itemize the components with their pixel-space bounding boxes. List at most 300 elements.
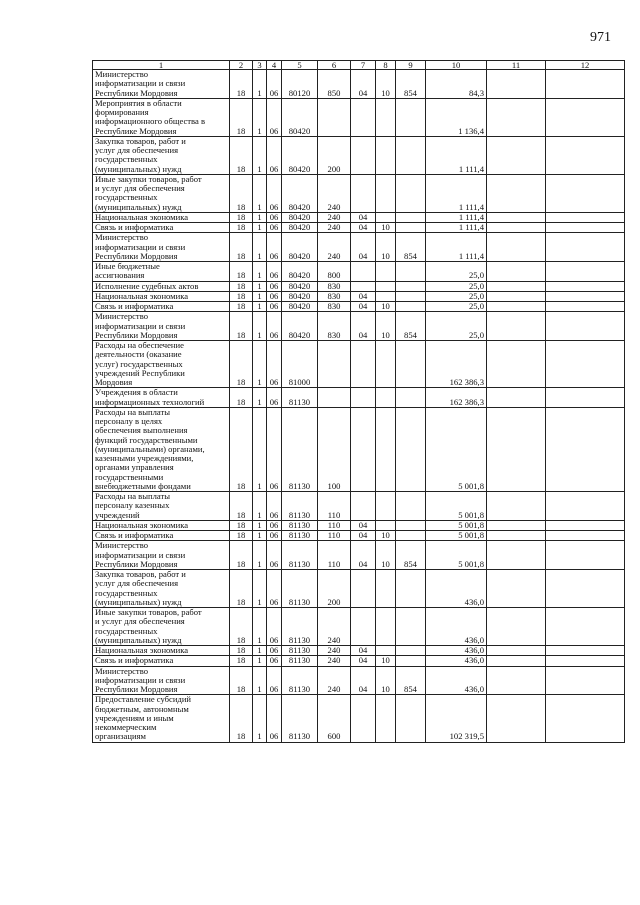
table-cell: 18 bbox=[230, 233, 253, 262]
table-cell bbox=[546, 541, 625, 570]
table-cell: 06 bbox=[267, 212, 282, 222]
table-cell: 80420 bbox=[282, 291, 318, 301]
table-cell: 436,0 bbox=[426, 646, 487, 656]
table-cell: 18 bbox=[230, 70, 253, 99]
table-cell bbox=[487, 70, 546, 99]
table-cell: 18 bbox=[230, 666, 253, 695]
table-cell: 1 111,4 bbox=[426, 136, 487, 174]
table-cell: 81130 bbox=[282, 407, 318, 491]
row-name-cell: Национальная экономика bbox=[93, 646, 230, 656]
column-header: 6 bbox=[318, 61, 351, 70]
table-cell: 04 bbox=[351, 541, 376, 570]
table-cell bbox=[396, 341, 426, 388]
table-cell: 1 bbox=[253, 666, 267, 695]
row-name-cell: Исполнение судебных актов bbox=[93, 281, 230, 291]
table-cell: 1 bbox=[253, 302, 267, 312]
table-cell bbox=[351, 407, 376, 491]
table-cell bbox=[376, 262, 396, 282]
table-cell: 240 bbox=[318, 666, 351, 695]
table-cell bbox=[351, 695, 376, 742]
table-cell bbox=[546, 212, 625, 222]
table-cell bbox=[546, 174, 625, 212]
table-cell: 830 bbox=[318, 291, 351, 301]
table-cell bbox=[396, 212, 426, 222]
table-cell: 80420 bbox=[282, 233, 318, 262]
table-cell: 240 bbox=[318, 608, 351, 646]
table-cell: 162 386,3 bbox=[426, 388, 487, 408]
table-cell: 81130 bbox=[282, 656, 318, 666]
table-cell: 18 bbox=[230, 695, 253, 742]
table-cell: 81130 bbox=[282, 608, 318, 646]
table-cell: 81130 bbox=[282, 570, 318, 608]
table-cell: 854 bbox=[396, 233, 426, 262]
table-cell: 10 bbox=[376, 223, 396, 233]
table-cell bbox=[376, 646, 396, 656]
table-cell: 06 bbox=[267, 520, 282, 530]
table-cell: 5 001,8 bbox=[426, 492, 487, 521]
table-row bbox=[93, 136, 625, 174]
table-cell: 1 bbox=[253, 291, 267, 301]
table-cell: 830 bbox=[318, 281, 351, 291]
table-cell: 06 bbox=[267, 262, 282, 282]
row-name-cell: Мероприятия в области формирования информационного общества в Республике Мордовия bbox=[93, 98, 230, 136]
budget-table bbox=[92, 60, 625, 743]
table-cell bbox=[396, 388, 426, 408]
table-cell: 240 bbox=[318, 656, 351, 666]
table-cell bbox=[376, 608, 396, 646]
table-cell: 04 bbox=[351, 520, 376, 530]
table-cell: 436,0 bbox=[426, 656, 487, 666]
column-header: 11 bbox=[487, 61, 546, 70]
table-cell: 04 bbox=[351, 70, 376, 99]
table-cell bbox=[487, 341, 546, 388]
row-name-cell: Министерство информатизации и связи Республики Мордовия bbox=[93, 541, 230, 570]
table-cell bbox=[318, 98, 351, 136]
table-cell: 1 bbox=[253, 98, 267, 136]
table-row bbox=[93, 70, 625, 99]
table-cell: 06 bbox=[267, 570, 282, 608]
table-cell: 80420 bbox=[282, 98, 318, 136]
table-cell bbox=[396, 302, 426, 312]
table-cell: 100 bbox=[318, 407, 351, 491]
table-cell bbox=[487, 570, 546, 608]
table-cell: 06 bbox=[267, 646, 282, 656]
table-cell: 80420 bbox=[282, 302, 318, 312]
table-cell: 80420 bbox=[282, 281, 318, 291]
table-row bbox=[93, 541, 625, 570]
table-cell: 80420 bbox=[282, 223, 318, 233]
table-cell: 1 bbox=[253, 570, 267, 608]
table-cell bbox=[351, 174, 376, 212]
table-cell bbox=[487, 312, 546, 341]
table-row bbox=[93, 407, 625, 491]
table-cell: 1 bbox=[253, 262, 267, 282]
column-header: 1 bbox=[93, 61, 230, 70]
table-row bbox=[93, 388, 625, 408]
table-cell: 102 319,5 bbox=[426, 695, 487, 742]
table-cell bbox=[396, 492, 426, 521]
table-cell bbox=[487, 531, 546, 541]
table-cell bbox=[396, 531, 426, 541]
table-cell: 110 bbox=[318, 520, 351, 530]
table-cell: 06 bbox=[267, 312, 282, 341]
table-cell: 800 bbox=[318, 262, 351, 282]
table-cell: 18 bbox=[230, 281, 253, 291]
table-row bbox=[93, 302, 625, 312]
table-cell: 10 bbox=[376, 666, 396, 695]
table-cell bbox=[376, 281, 396, 291]
table-cell: 80420 bbox=[282, 174, 318, 212]
table-cell: 06 bbox=[267, 223, 282, 233]
table-cell bbox=[487, 174, 546, 212]
table-cell: 1 111,4 bbox=[426, 223, 487, 233]
table-row bbox=[93, 666, 625, 695]
table-cell bbox=[396, 608, 426, 646]
table-cell: 04 bbox=[351, 666, 376, 695]
row-name-cell: Национальная экономика bbox=[93, 520, 230, 530]
table-cell bbox=[487, 520, 546, 530]
table-row bbox=[93, 223, 625, 233]
table-cell: 1 bbox=[253, 388, 267, 408]
table-cell bbox=[376, 570, 396, 608]
table-cell: 18 bbox=[230, 520, 253, 530]
table-cell: 06 bbox=[267, 233, 282, 262]
table-cell bbox=[396, 570, 426, 608]
table-cell: 80420 bbox=[282, 136, 318, 174]
table-cell bbox=[546, 666, 625, 695]
row-name-cell: Министерство информатизации и связи Республики Мордовия bbox=[93, 666, 230, 695]
table-cell bbox=[396, 695, 426, 742]
table-cell bbox=[546, 388, 625, 408]
table-cell: 1 bbox=[253, 656, 267, 666]
table-cell: 04 bbox=[351, 646, 376, 656]
row-name-cell: Связь и информатика bbox=[93, 531, 230, 541]
table-cell bbox=[546, 341, 625, 388]
table-cell: 10 bbox=[376, 531, 396, 541]
table-cell bbox=[318, 388, 351, 408]
table-cell: 18 bbox=[230, 541, 253, 570]
row-name-cell: Министерство информатизации и связи Республики Мордовия bbox=[93, 233, 230, 262]
table-cell: 81130 bbox=[282, 666, 318, 695]
table-cell: 18 bbox=[230, 136, 253, 174]
table-cell: 04 bbox=[351, 212, 376, 222]
table-cell: 5 001,8 bbox=[426, 541, 487, 570]
table-cell: 06 bbox=[267, 174, 282, 212]
table-cell bbox=[487, 541, 546, 570]
table-cell: 06 bbox=[267, 388, 282, 408]
table-cell: 18 bbox=[230, 341, 253, 388]
table-row bbox=[93, 312, 625, 341]
table-cell bbox=[487, 136, 546, 174]
table-cell: 06 bbox=[267, 407, 282, 491]
table-cell: 04 bbox=[351, 291, 376, 301]
table-cell: 80420 bbox=[282, 312, 318, 341]
row-name-cell: Закупка товаров, работ и услуг для обеспечения государственных (муниципальных) нужд bbox=[93, 136, 230, 174]
column-header: 3 bbox=[253, 61, 267, 70]
table-cell bbox=[396, 174, 426, 212]
table-cell: 240 bbox=[318, 174, 351, 212]
table-row bbox=[93, 262, 625, 282]
table-cell: 06 bbox=[267, 291, 282, 301]
table-cell bbox=[487, 212, 546, 222]
table-cell bbox=[351, 388, 376, 408]
table-cell bbox=[546, 136, 625, 174]
table-cell: 06 bbox=[267, 656, 282, 666]
table-cell bbox=[487, 233, 546, 262]
table-cell bbox=[376, 291, 396, 301]
column-header: 9 bbox=[396, 61, 426, 70]
table-cell bbox=[546, 646, 625, 656]
table-cell: 1 bbox=[253, 492, 267, 521]
table-cell: 81130 bbox=[282, 492, 318, 521]
table-cell: 18 bbox=[230, 570, 253, 608]
table-cell bbox=[546, 302, 625, 312]
table-cell: 25,0 bbox=[426, 281, 487, 291]
table-cell bbox=[487, 656, 546, 666]
table-cell: 240 bbox=[318, 223, 351, 233]
table-cell: 1 111,4 bbox=[426, 174, 487, 212]
table-cell: 854 bbox=[396, 541, 426, 570]
table-row bbox=[93, 695, 625, 742]
table-cell: 1 111,4 bbox=[426, 233, 487, 262]
table-cell: 436,0 bbox=[426, 570, 487, 608]
table-cell: 25,0 bbox=[426, 302, 487, 312]
table-cell bbox=[396, 136, 426, 174]
table-cell bbox=[396, 98, 426, 136]
column-header: 12 bbox=[546, 61, 625, 70]
row-name-cell: Расходы на выплаты персоналу казенных учреждений bbox=[93, 492, 230, 521]
table-cell bbox=[546, 656, 625, 666]
table-cell bbox=[351, 281, 376, 291]
table-cell: 1 bbox=[253, 223, 267, 233]
table-cell bbox=[396, 407, 426, 491]
table-cell bbox=[351, 98, 376, 136]
table-cell: 18 bbox=[230, 98, 253, 136]
table-cell: 06 bbox=[267, 136, 282, 174]
table-cell: 600 bbox=[318, 695, 351, 742]
header-row bbox=[93, 61, 625, 70]
column-header: 7 bbox=[351, 61, 376, 70]
table-cell bbox=[351, 262, 376, 282]
table-cell bbox=[487, 492, 546, 521]
table-cell: 81130 bbox=[282, 695, 318, 742]
table-cell: 1 bbox=[253, 646, 267, 656]
table-cell: 10 bbox=[376, 656, 396, 666]
table-cell bbox=[351, 492, 376, 521]
table-cell: 18 bbox=[230, 492, 253, 521]
column-header: 4 bbox=[267, 61, 282, 70]
table-row bbox=[93, 570, 625, 608]
table-cell: 06 bbox=[267, 666, 282, 695]
table-cell bbox=[376, 520, 396, 530]
table-cell: 10 bbox=[376, 312, 396, 341]
table-cell bbox=[376, 341, 396, 388]
table-cell bbox=[487, 388, 546, 408]
table-cell: 18 bbox=[230, 646, 253, 656]
table-row bbox=[93, 212, 625, 222]
table-cell: 04 bbox=[351, 233, 376, 262]
row-name-cell: Национальная экономика bbox=[93, 212, 230, 222]
table-cell: 5 001,8 bbox=[426, 520, 487, 530]
table-cell: 110 bbox=[318, 541, 351, 570]
table-cell bbox=[546, 312, 625, 341]
table-cell bbox=[376, 492, 396, 521]
table-cell bbox=[487, 666, 546, 695]
table-cell: 1 bbox=[253, 608, 267, 646]
table-cell: 18 bbox=[230, 407, 253, 491]
table-cell bbox=[318, 341, 351, 388]
table-cell: 1 bbox=[253, 212, 267, 222]
table-cell bbox=[546, 570, 625, 608]
row-name-cell: Национальная экономика bbox=[93, 291, 230, 301]
row-name-cell: Министерство информатизации и связи Республики Мордовия bbox=[93, 70, 230, 99]
column-header: 8 bbox=[376, 61, 396, 70]
table-cell: 1 bbox=[253, 695, 267, 742]
table-cell: 1 bbox=[253, 407, 267, 491]
table-cell bbox=[546, 520, 625, 530]
table-cell: 436,0 bbox=[426, 666, 487, 695]
table-cell: 10 bbox=[376, 302, 396, 312]
table-cell: 830 bbox=[318, 302, 351, 312]
table-cell: 1 bbox=[253, 233, 267, 262]
table-cell bbox=[546, 281, 625, 291]
table-cell: 18 bbox=[230, 174, 253, 212]
page-number: 971 bbox=[590, 30, 611, 45]
table-cell: 1 111,4 bbox=[426, 212, 487, 222]
table-cell bbox=[487, 281, 546, 291]
table-cell bbox=[396, 656, 426, 666]
table-row bbox=[93, 531, 625, 541]
table-cell: 25,0 bbox=[426, 291, 487, 301]
table-cell bbox=[546, 98, 625, 136]
table-cell bbox=[487, 223, 546, 233]
table-cell bbox=[546, 223, 625, 233]
table-cell bbox=[546, 70, 625, 99]
table-cell: 04 bbox=[351, 312, 376, 341]
table-cell bbox=[351, 136, 376, 174]
table-cell: 1 bbox=[253, 136, 267, 174]
table-cell bbox=[376, 136, 396, 174]
table-cell: 06 bbox=[267, 302, 282, 312]
table-cell: 18 bbox=[230, 262, 253, 282]
table-cell: 240 bbox=[318, 212, 351, 222]
table-row bbox=[93, 341, 625, 388]
row-name-cell: Закупка товаров, работ и услуг для обеспечения государственных (муниципальных) нужд bbox=[93, 570, 230, 608]
row-name-cell: Учреждения в области информационных технологий bbox=[93, 388, 230, 408]
table-cell bbox=[351, 608, 376, 646]
table-row bbox=[93, 608, 625, 646]
table-row bbox=[93, 656, 625, 666]
table-cell: 5 001,8 bbox=[426, 407, 487, 491]
column-header: 2 bbox=[230, 61, 253, 70]
table-cell: 18 bbox=[230, 656, 253, 666]
table-cell: 25,0 bbox=[426, 262, 487, 282]
row-name-cell: Иные бюджетные ассигнования bbox=[93, 262, 230, 282]
table-cell: 10 bbox=[376, 541, 396, 570]
table-cell bbox=[376, 174, 396, 212]
table-cell: 830 bbox=[318, 312, 351, 341]
table-cell: 1 136,4 bbox=[426, 98, 487, 136]
table-cell bbox=[487, 302, 546, 312]
table-cell: 18 bbox=[230, 531, 253, 541]
table-cell: 81130 bbox=[282, 520, 318, 530]
column-header: 5 bbox=[282, 61, 318, 70]
table-cell bbox=[396, 281, 426, 291]
table-row bbox=[93, 291, 625, 301]
table-cell: 854 bbox=[396, 312, 426, 341]
table-cell: 1 bbox=[253, 531, 267, 541]
table-cell bbox=[487, 407, 546, 491]
row-name-cell: Связь и информатика bbox=[93, 302, 230, 312]
table-cell bbox=[546, 492, 625, 521]
row-name-cell: Министерство информатизации и связи Республики Мордовия bbox=[93, 312, 230, 341]
table-cell: 06 bbox=[267, 492, 282, 521]
table-cell bbox=[376, 212, 396, 222]
table-cell: 80120 bbox=[282, 70, 318, 99]
table-row bbox=[93, 646, 625, 656]
table-cell bbox=[487, 608, 546, 646]
table-cell bbox=[546, 262, 625, 282]
table-cell bbox=[487, 98, 546, 136]
table-cell: 18 bbox=[230, 291, 253, 301]
row-name-cell: Расходы на обеспечение деятельности (оказание услуг) государственных учреждений Республики Мордовия bbox=[93, 341, 230, 388]
table-cell: 1 bbox=[253, 541, 267, 570]
table-cell: 06 bbox=[267, 341, 282, 388]
table-cell: 18 bbox=[230, 388, 253, 408]
table-cell: 18 bbox=[230, 302, 253, 312]
table-cell: 80420 bbox=[282, 212, 318, 222]
table-cell: 200 bbox=[318, 136, 351, 174]
table-cell: 06 bbox=[267, 281, 282, 291]
table-cell bbox=[396, 262, 426, 282]
table-row bbox=[93, 492, 625, 521]
table-cell: 25,0 bbox=[426, 312, 487, 341]
table-cell: 81130 bbox=[282, 388, 318, 408]
row-name-cell: Иные закупки товаров, работ и услуг для обеспечения государственных (муниципальных) нужд bbox=[93, 608, 230, 646]
table-cell bbox=[376, 98, 396, 136]
table-cell: 06 bbox=[267, 695, 282, 742]
table-row bbox=[93, 174, 625, 212]
table-cell: 06 bbox=[267, 98, 282, 136]
table-cell: 854 bbox=[396, 70, 426, 99]
table-cell: 06 bbox=[267, 541, 282, 570]
table-cell: 18 bbox=[230, 223, 253, 233]
table-cell: 81000 bbox=[282, 341, 318, 388]
table-cell bbox=[487, 646, 546, 656]
table-cell bbox=[546, 608, 625, 646]
table-cell bbox=[546, 407, 625, 491]
table-cell: 04 bbox=[351, 223, 376, 233]
table-cell: 18 bbox=[230, 212, 253, 222]
table-cell: 80420 bbox=[282, 262, 318, 282]
table-row bbox=[93, 233, 625, 262]
table-cell: 81130 bbox=[282, 531, 318, 541]
table-cell: 81130 bbox=[282, 541, 318, 570]
table-cell bbox=[396, 223, 426, 233]
column-header: 10 bbox=[426, 61, 487, 70]
table-cell: 162 386,3 bbox=[426, 341, 487, 388]
table-row bbox=[93, 520, 625, 530]
row-name-cell: Предоставление субсидий бюджетным, автономным учреждениям и иным некоммерческим организациям bbox=[93, 695, 230, 742]
table-cell: 04 bbox=[351, 656, 376, 666]
table-cell: 1 bbox=[253, 341, 267, 388]
table-cell: 110 bbox=[318, 492, 351, 521]
table-cell: 81130 bbox=[282, 646, 318, 656]
table-row bbox=[93, 98, 625, 136]
table-cell bbox=[487, 262, 546, 282]
table-cell: 10 bbox=[376, 233, 396, 262]
table-cell: 04 bbox=[351, 302, 376, 312]
